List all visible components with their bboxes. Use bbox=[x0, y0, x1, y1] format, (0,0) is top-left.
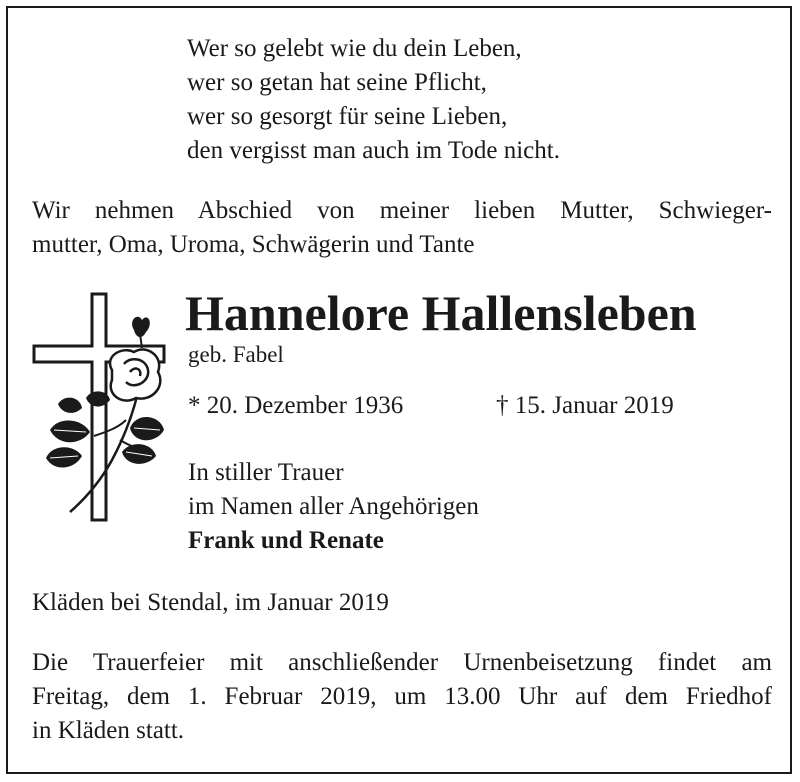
farewell-intro bbox=[32, 194, 772, 262]
mourners-line: In stiller Trauer bbox=[188, 459, 344, 486]
poem-line: wer so gesorgt für seine Lieben, bbox=[187, 103, 508, 130]
poem-line: den vergisst man auch im Tode nicht. bbox=[187, 137, 560, 164]
intro-line: mutter, Oma, Uroma, Schwägerin und Tante bbox=[32, 231, 475, 258]
mourners-block bbox=[188, 456, 479, 558]
intro-line: Wir nehmen Abschied von meiner lieben Mutter, Schwieger- bbox=[32, 197, 772, 224]
cross-with-rose-icon bbox=[30, 290, 170, 525]
maiden-name: geb. Fabel bbox=[188, 342, 284, 367]
funeral-line: Die Trauerfeier mit anschließender Urnenbeisetzung findet am bbox=[32, 649, 772, 676]
deceased-name: Hannelore Hallensleben bbox=[185, 285, 697, 341]
birth-date: * 20. Dezember 1936 bbox=[188, 392, 404, 419]
mourners-names: Frank und Renate bbox=[188, 527, 384, 554]
funeral-line: in Kläden statt. bbox=[32, 717, 185, 744]
poem-line: wer so getan hat seine Pflicht, bbox=[187, 69, 487, 96]
funeral-line: Freitag, dem 1. Februar 2019, um 13.00 Uhr auf dem Friedhof bbox=[32, 683, 772, 710]
death-date: † 15. Januar 2019 bbox=[496, 392, 674, 419]
memorial-poem bbox=[187, 32, 560, 168]
poem-line: Wer so gelebt wie du dein Leben, bbox=[187, 35, 522, 62]
mourners-line: im Namen aller Angehörigen bbox=[188, 493, 479, 520]
place-and-date: Kläden bei Stendal, im Januar 2019 bbox=[32, 589, 389, 616]
funeral-notice bbox=[32, 646, 772, 748]
